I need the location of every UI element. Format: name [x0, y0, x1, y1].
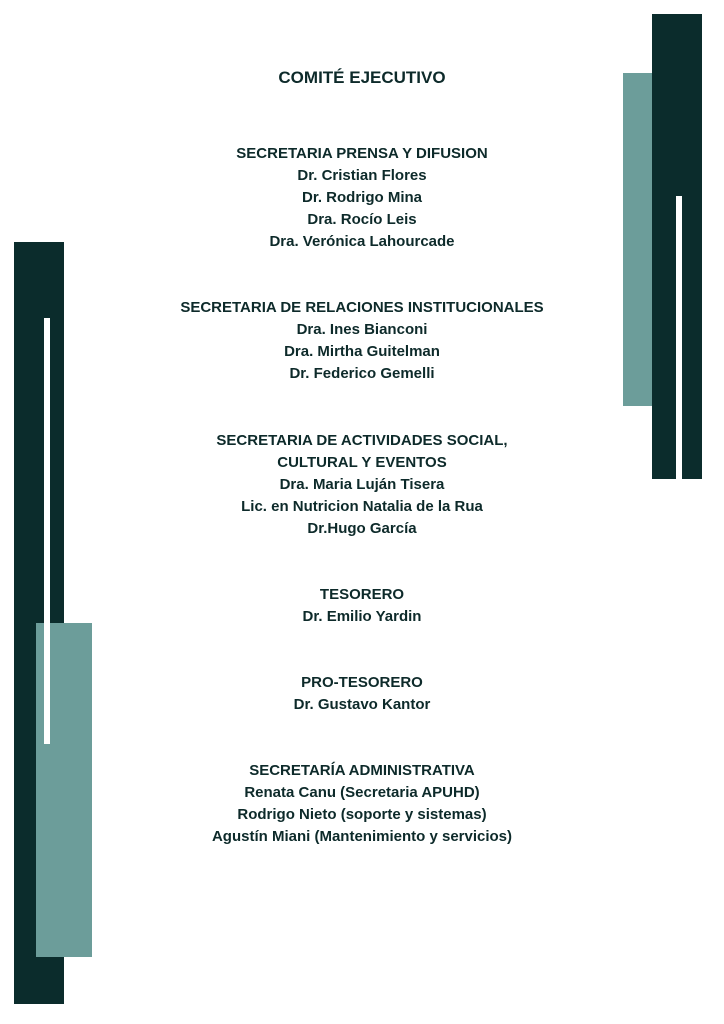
member-name: Rodrigo Nieto (soporte y sistemas): [237, 806, 487, 823]
section-prensa: [0, 143, 724, 253]
section-heading: SECRETARÍA ADMINISTRATIVA: [249, 762, 475, 779]
member-name: Dr.Hugo García: [307, 520, 417, 537]
section-heading: SECRETARIA DE RELACIONES INSTITUCIONALES: [180, 299, 544, 316]
section-administrativa: [0, 760, 724, 848]
member-name: Agustín Miani (Mantenimiento y servicios): [211, 828, 513, 845]
member-name: Renata Canu (Secretaria APUHD): [244, 784, 480, 801]
member-name: Dr. Gustavo Kantor: [293, 696, 431, 713]
member-name: Dra. Verónica Lahourcade: [269, 233, 455, 250]
section-pro-tesorero: [0, 672, 724, 716]
member-name: Dr. Cristian Flores: [297, 167, 427, 184]
section-heading: CULTURAL Y EVENTOS: [277, 454, 447, 471]
member-name: Dra. Ines Bianconi: [296, 321, 428, 338]
member-name: Dr. Rodrigo Mina: [302, 189, 422, 206]
member-name: Dra. Mirtha Guitelman: [284, 343, 440, 360]
member-name: Lic. en Nutricion Natalia de la Rua: [241, 498, 483, 515]
page-title: COMITÉ EJECUTIVO: [278, 68, 446, 87]
member-name: Dra. Maria Luján Tisera: [279, 476, 445, 493]
section-heading: SECRETARIA DE ACTIVIDADES SOCIAL,: [216, 432, 508, 449]
member-name: Dr. Federico Gemelli: [289, 365, 435, 382]
section-tesorero: [0, 584, 724, 628]
section-relaciones: [0, 297, 724, 385]
member-name: Dra. Rocío Leis: [307, 211, 417, 228]
section-heading: TESORERO: [319, 586, 405, 603]
member-name: Dr. Emilio Yardin: [302, 608, 422, 625]
section-heading: PRO-TESORERO: [301, 674, 423, 691]
section-actividades: [0, 430, 724, 540]
section-heading: SECRETARIA PRENSA Y DIFUSION: [236, 145, 488, 162]
